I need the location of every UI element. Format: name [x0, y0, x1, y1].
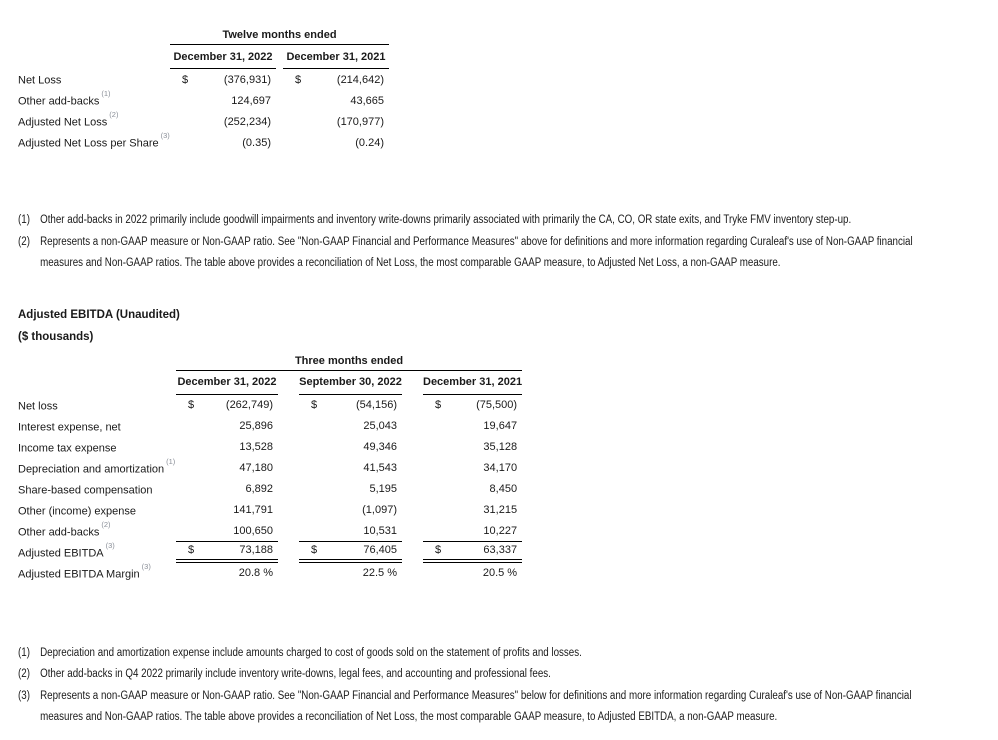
value: 41,543 [363, 462, 397, 474]
value-cell [423, 458, 522, 479]
column-gap [278, 563, 299, 584]
column-gap [278, 458, 299, 479]
value-cell [299, 437, 402, 458]
value: 76,405 [363, 544, 397, 556]
value: (170,977) [336, 115, 384, 128]
value: 19,647 [483, 420, 518, 432]
currency-symbol: $ [311, 399, 318, 411]
footnote-text: Depreciation and amortization expense include amounts charged to cost of goods sold on the statement of profits and losses. [40, 646, 582, 659]
value-cell [423, 500, 522, 521]
column-gap [278, 437, 299, 458]
value-cell [176, 521, 278, 542]
table-row [18, 395, 522, 416]
value: (376,931) [223, 73, 271, 86]
table-column-header-row [18, 371, 522, 395]
footnote-marker: (3) [105, 540, 115, 550]
footnote-number: (1) [18, 646, 30, 659]
column-gap [402, 437, 423, 458]
value-cell [170, 132, 276, 153]
row-label [18, 458, 176, 479]
column-header: December 31, 2022 [170, 45, 276, 69]
value: 73,188 [239, 544, 273, 556]
footnote-marker: (2) [109, 110, 119, 120]
value: 20.8 % [238, 567, 273, 579]
value: 35,128 [483, 441, 518, 453]
table-row [18, 500, 522, 521]
row-label [18, 563, 176, 584]
adjusted-ebitda-table [18, 351, 522, 584]
value-cell [176, 437, 278, 458]
table-row [18, 69, 389, 90]
section-subtitle: ($ thousands) [18, 330, 94, 343]
value: 34,170 [483, 462, 518, 474]
row-label [18, 111, 170, 132]
footnote [18, 232, 953, 275]
value: 10,531 [363, 524, 397, 537]
value: 5,195 [369, 483, 397, 495]
value: 13,528 [239, 441, 273, 453]
value: 63,337 [483, 544, 518, 556]
row-label-text: Income tax expense [18, 442, 117, 455]
column-header: September 30, 2022 [299, 371, 402, 395]
value: 141,791 [233, 504, 273, 516]
value-cell [299, 458, 402, 479]
row-label [18, 69, 170, 90]
footnote-text: Represents a non-GAAP measure or Non-GAAP ratio. See "Non-GAAP Financial and Performance Measures" below for definitions and more information regarding Curaleaf's use of Non-GAAP financial measures and Non-GAAP ratios. The table above provides a reconciliation of Net Loss, the most comparable GAAP measure, to Adjusted EBITDA, a non-GAAP measure. [40, 689, 912, 723]
table-row [18, 479, 522, 500]
value-cell [299, 521, 402, 542]
net-loss-table [18, 25, 389, 153]
empty-cell [18, 371, 176, 395]
currency-symbol: $ [435, 544, 442, 556]
column-header: December 31, 2021 [283, 45, 389, 69]
table-row [18, 111, 389, 132]
row-label [18, 542, 176, 563]
column-gap [402, 521, 423, 542]
column-gap [402, 542, 423, 563]
value: 25,043 [363, 420, 397, 432]
value: (262,749) [225, 399, 273, 411]
value: (252,234) [223, 115, 271, 128]
value-cell [170, 111, 276, 132]
value: (54,156) [356, 399, 397, 411]
footnote-marker: (2) [101, 519, 111, 529]
footnote-text: Represents a non-GAAP measure or Non-GAAP ratio. See "Non-GAAP Financial and Performance Measures" above for definitions and more information regarding Curaleaf's use of Non-GAAP financial measures and Non-GAAP ratios. The table above provides a reconciliation of Net Loss, the most comparable GAAP measure, to Adjusted Net Loss, a non-GAAP measure. [40, 235, 913, 269]
value: 10,227 [483, 524, 518, 537]
row-label [18, 437, 176, 458]
value-cell [176, 416, 278, 437]
value: 31,215 [483, 504, 518, 516]
table-span-header-row [18, 25, 389, 45]
value-cell [423, 563, 522, 584]
footnote-marker: (1) [101, 89, 111, 99]
table-row [18, 90, 389, 111]
section-title: Adjusted EBITDA (Unaudited) [18, 308, 180, 321]
row-label [18, 479, 176, 500]
table-row [18, 416, 522, 437]
value-cell [299, 395, 402, 416]
footnote-text: Other add-backs in 2022 primarily include goodwill impairments and inventory write-downs primarily associated with primarily the CA, CO, OR state exits, and Tryke FMV inventory step-up. [40, 214, 852, 226]
table-span-header-row [18, 351, 522, 371]
empty-cell [18, 351, 176, 371]
value-cell [423, 542, 522, 563]
value-cell [299, 542, 402, 563]
footnote [18, 664, 953, 686]
value: 22.5 % [362, 567, 397, 579]
row-label-text: Net loss [18, 400, 58, 413]
currency-symbol: $ [295, 73, 302, 86]
currency-symbol: $ [311, 544, 318, 556]
value-cell [283, 111, 389, 132]
footnote-number: (1) [18, 214, 30, 226]
row-label [18, 416, 176, 437]
column-gap [278, 416, 299, 437]
currency-symbol: $ [188, 399, 195, 411]
row-label [18, 500, 176, 521]
row-label [18, 395, 176, 416]
footnote-marker: (3) [141, 561, 151, 571]
column-header: December 31, 2021 [423, 371, 522, 395]
value: (214,642) [336, 73, 384, 86]
footnotes-block-bottom [18, 643, 953, 729]
column-gap [402, 395, 423, 416]
row-label-text: Other (income) expense [18, 505, 136, 518]
row-label-text: Depreciation and amortization [18, 463, 165, 476]
value-cell [423, 437, 522, 458]
column-gap [402, 458, 423, 479]
column-gap [278, 479, 299, 500]
value: 6,892 [245, 483, 273, 495]
table-row [18, 437, 522, 458]
footnotes-block-top [18, 210, 953, 275]
row-label-text: Net Loss [18, 74, 62, 87]
row-label-text: Adjusted Net Loss per Share [18, 137, 159, 150]
column-gap [278, 500, 299, 521]
row-label [18, 90, 170, 111]
value: 100,650 [233, 524, 273, 537]
value-cell [170, 90, 276, 111]
footnote-marker: (1) [166, 456, 176, 466]
table-row [18, 521, 522, 542]
empty-cell [18, 45, 170, 69]
column-gap [276, 90, 283, 111]
row-label-text: Share-based compensation [18, 484, 153, 497]
footnote [18, 686, 953, 729]
column-gap [402, 371, 423, 395]
value-cell [170, 69, 276, 90]
value-cell [176, 479, 278, 500]
table-column-header-row [18, 45, 389, 69]
table-row [18, 563, 522, 584]
value-cell [423, 395, 522, 416]
period-span-header: Twelve months ended [170, 25, 389, 45]
value-cell [176, 542, 278, 563]
value: 8,450 [489, 483, 518, 495]
table-row [18, 458, 522, 479]
value-cell [176, 563, 278, 584]
value: 47,180 [239, 462, 273, 474]
value-cell [299, 500, 402, 521]
value-cell [299, 563, 402, 584]
column-gap [402, 416, 423, 437]
value: 124,697 [231, 94, 271, 107]
column-gap [278, 395, 299, 416]
value-cell [176, 395, 278, 416]
value-cell [299, 479, 402, 500]
footnote-marker: (3) [160, 131, 170, 141]
footnote [18, 210, 953, 232]
table-row [18, 132, 389, 153]
column-gap [276, 69, 283, 90]
value-cell [423, 521, 522, 542]
column-gap [402, 563, 423, 584]
value-cell [283, 90, 389, 111]
column-gap [276, 111, 283, 132]
value-cell [283, 132, 389, 153]
value: (0.24) [355, 136, 384, 149]
value: (75,500) [476, 399, 518, 411]
value-cell [299, 416, 402, 437]
column-gap [276, 45, 283, 69]
footnote-number: (2) [18, 668, 30, 680]
footnote-number: (2) [18, 235, 30, 248]
value-cell [423, 479, 522, 500]
value: 49,346 [363, 441, 397, 453]
period-span-header: Three months ended [176, 351, 522, 371]
footnote [18, 643, 953, 665]
row-label-text: Adjusted Net Loss [18, 116, 108, 129]
value: 43,665 [350, 94, 384, 107]
value: 20.5 % [482, 567, 518, 579]
row-label-text: Interest expense, net [18, 421, 121, 434]
row-label [18, 132, 170, 153]
row-label [18, 521, 176, 542]
value: (1,097) [362, 504, 397, 516]
column-gap [276, 132, 283, 153]
value-cell [283, 69, 389, 90]
value: (0.35) [242, 136, 271, 149]
column-gap [278, 542, 299, 563]
value-cell [176, 458, 278, 479]
column-gap [402, 500, 423, 521]
table-row-total [18, 542, 522, 563]
row-label-text: Other add-backs [18, 95, 100, 108]
column-gap [402, 479, 423, 500]
empty-cell [18, 25, 170, 45]
row-label-text: Adjusted EBITDA [18, 547, 104, 560]
value-cell [423, 416, 522, 437]
value: 25,896 [239, 420, 273, 432]
currency-symbol: $ [188, 544, 195, 556]
currency-symbol: $ [435, 399, 442, 411]
currency-symbol: $ [182, 73, 189, 86]
column-gap [278, 371, 299, 395]
column-gap [278, 521, 299, 542]
value-cell [176, 500, 278, 521]
row-label-text: Adjusted EBITDA Margin [18, 568, 140, 581]
footnote-number: (3) [18, 689, 30, 702]
row-label-text: Other add-backs [18, 526, 100, 539]
footnote-text: Other add-backs in Q4 2022 primarily include inventory write-downs, legal fees, and accounting and professional fees. [40, 668, 551, 680]
column-header: December 31, 2022 [176, 371, 278, 395]
